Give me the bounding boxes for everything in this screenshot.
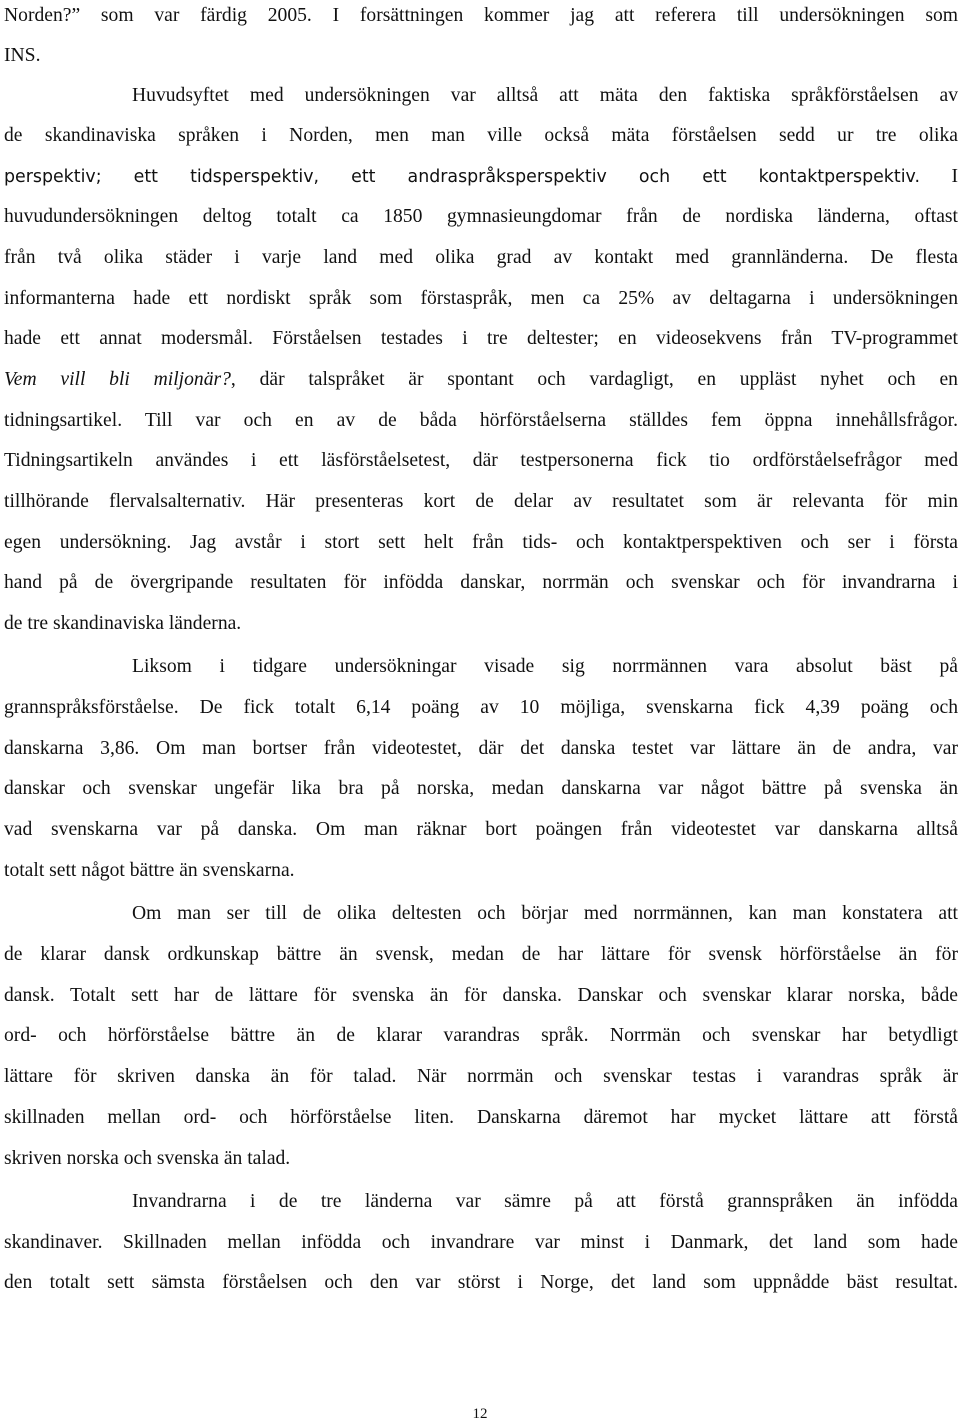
text-line [4,165,958,189]
paragraph-first-line: Huvudsyftet med undersökningen var alltså att mäta den faktiska språkförståelsen av [132,85,958,106]
page-number: 12 [472,1406,488,1422]
paragraph-first-line: Invandrarna i de tre länderna var sämre på att förstå grannspråken än infödda [132,1191,958,1212]
text-line: informanterna hade ett nordiskt språk som förstaspråk, men ca 25% av deltagarna i undersökningen [4,288,958,309]
text-line: danskarna 3,86. Om man bortser från videotestet, där det danska testet var lättare än de andra, var [4,738,958,759]
text-line: danskar och svenskar ungefär lika bra på norska, medan danskarna var något bättre på svenska än [4,778,958,799]
text-line: lättare för skriven danska än för talad. När norrmän och svenskar testas i varandras språk är [4,1066,958,1087]
text-line: huvudundersökningen deltog totalt ca 1850 gymnasieungdomar från de nordiska länderna, oftast [4,206,958,227]
text-line [4,368,958,392]
text-line: skillnaden mellan ord- och hörförståelse liten. Danskarna däremot har mycket lättare att förstå [4,1107,958,1128]
text-line: från två olika städer i varje land med olika grad av kontakt med grannländerna. De flesta [4,247,958,268]
text-line: vad svenskarna var på danska. Om man räknar bort poängen från videotestet var danskarna alltså [4,819,958,840]
text-span: I [951,166,958,187]
text-line: de skandinaviska språken i Norden, men man ville också mäta förståelsen sedd ur tre olika [4,125,958,146]
text-line: totalt sett något bättre än svenskarna. [4,860,295,881]
text-span: , där talspråket är spontant och vardagligt, en uppläst nyhet och en [230,369,958,390]
text-line: ord- och hörförståelse bättre än de klarar varandras språk. Norrmän och svenskar har betydligt [4,1025,958,1046]
text-line: tillhörande flervalsalternativ. Här presenteras kort de delar av resultatet som är relevanta för min [4,491,958,512]
text-line: hade ett annat modersmål. Förståelsen testades i tre deltester; en videosekvens från TV-programmet [4,328,958,349]
text-line: den totalt sett sämsta förståelsen och den var störst i Norge, det land som uppnådde bäst resultat. [4,1272,958,1293]
text-line: de tre skandinaviska länderna. [4,613,242,634]
text-line: tidningsartikel. Till var och en av de båda hörförståelserna ställdes fem öppna innehållsfrågor. [4,410,958,431]
text-line: skriven norska och svenska än talad. [4,1148,291,1169]
paragraph-first-line: Om man ser till de olika deltesten och börjar med norrmännen, kan man konstatera att [132,903,958,924]
text-line: de klarar dansk ordkunskap bättre än svensk, medan de har lättare för svensk hörförståelse än för [4,944,958,965]
text-line: INS. [4,45,41,66]
text-line: Tidningsartikeln användes i ett läsförståelsetest, där testpersonerna fick tio ordförståelsefrågor med [4,450,958,471]
paragraph-first-line: Liksom i tidgare undersökningar visade sig norrmännen vara absolut bäst på [132,656,958,677]
text-line: hand på de övergripande resultaten för infödda danskar, norrmän och svenskar och för invandrarna i [4,572,958,593]
text-line: dansk. Totalt sett har de lättare för svenska än för danska. Danskar och svenskar klarar norska, både [4,985,958,1006]
text-line: Norden?” som var färdig 2005. I forsättningen kommer jag att referera till undersökningen som [4,5,958,26]
text-line: grannspråksförståelse. De fick totalt 6,14 poäng av 10 möjliga, svenskarna fick 4,39 poäng och [4,697,958,718]
text-line: skandinaver. Skillnaden mellan infödda och invandrare var minst i Danmark, det land som hade [4,1232,958,1253]
text-span: perspektiv; ett tidsperspektiv, ett andraspråksperspektiv och ett kontaktperspektiv. [4,167,920,187]
text-line: egen undersökning. Jag avstår i stort sett helt från tids- och kontaktperspektiven och ser i första [4,532,958,553]
italic-title: Vem vill bli miljonär? [4,369,231,390]
